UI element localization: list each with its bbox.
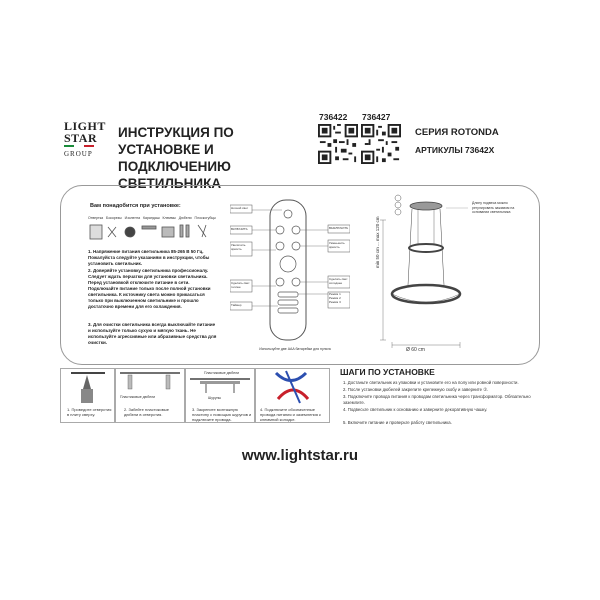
tool-label: Плоскогубцы xyxy=(194,216,216,220)
tool-label: Клеммы xyxy=(162,216,176,220)
install-step-4 xyxy=(255,368,330,423)
install-caption-1: 1. Проведите отверстия в плиту сверху. xyxy=(67,407,112,417)
title-line-2: ПОДКЛЮЧЕНИЮ СВЕТИЛЬНИКА xyxy=(118,159,231,191)
step-5: 5. Включите питание и проверьте работу светильника. xyxy=(343,420,452,425)
title-line-1: ИНСТРУКЦИЯ ПО УСТАНОВКЕ И xyxy=(118,125,234,157)
step-3: 3. Подключите провода питания к проводам светильника через трансформатор. Обязательно заземлите. xyxy=(343,394,531,405)
chandelier-diagram xyxy=(378,190,518,360)
drill-icon xyxy=(61,369,114,409)
remote-battery-note: Используйте две AAA батарейки для пульта xyxy=(259,347,331,351)
tool-label: Отвертка xyxy=(88,216,104,220)
italian-flag-stripe xyxy=(64,145,94,147)
brand-logo xyxy=(64,119,106,168)
suspension-note: Длину подвеса можно регулировать зажимом на основании светильника xyxy=(472,201,515,214)
remote-label-night: Ночной свет xyxy=(231,206,249,210)
steps-title: ШАГИ ПО УСТАНОВКЕ xyxy=(340,367,435,377)
screw-label: Шурупы xyxy=(208,396,221,400)
install-caption-3: 3. Закрепите монтажную пластину с помощью шурупов и подключите провода. xyxy=(192,407,252,422)
logo-line-1: LIGHT xyxy=(64,119,106,133)
logo-line-2: STAR xyxy=(64,131,98,145)
qr-code-icon xyxy=(318,124,358,164)
tool-label: Изолента xyxy=(124,216,141,220)
tools-row xyxy=(88,215,216,243)
height-dimension: min 50 cm ... max 120 cm xyxy=(375,216,380,268)
tools-labels xyxy=(88,215,216,221)
tool-label: Дюбели xyxy=(178,216,192,220)
dowel-label-2: Пластиковые дюбели xyxy=(204,371,240,375)
series-info xyxy=(415,126,499,157)
qr-code-icon xyxy=(361,124,401,164)
tool-label: Бокорезы xyxy=(106,216,122,220)
instruction-2: 2. Доверяйте установку светильника профессионалу. Следует ждать перчатки для установки светильника. Перед установкой отключите питание в сети. Подключайте питание только после полной установки светильника. К источнику света можно прикасаться только при выключенном светильнике и прошло достаточно времени для его охлаждения. xyxy=(88,268,211,309)
remote-label-mode-2: Режим 2 xyxy=(329,296,341,300)
install-step-2 xyxy=(115,368,185,423)
remote-label-dimmer: Уменьшить яркость xyxy=(329,241,345,249)
step-2: 2. После установки дюбелей закрепите крепежную скобу и заверните ②. xyxy=(343,387,489,392)
diameter-dimension: Ø 60 cm xyxy=(406,347,425,353)
tool-label: Карандаш xyxy=(142,216,160,220)
remote-label-mode-1: Режим 1 xyxy=(329,292,341,296)
remote-label-mode-3: Режим 3 xyxy=(329,300,341,304)
article-number-2: 736427 xyxy=(362,112,391,122)
tools-heading: Вам понадобится при установке: xyxy=(90,203,181,209)
remote-label-warmer: Сделать свет теплее xyxy=(231,281,250,289)
install-caption-2: 2. Забейте пластиковые дюбели в отверстия. xyxy=(124,407,169,417)
install-caption-4: 4. Подключите обозначенные провода питания и заземления к клеммной колодке. xyxy=(260,407,321,422)
document-title xyxy=(118,124,318,192)
instruction-3: 3. Для очистки светильника всегда выключайте питание и используйте только сухую и мягкую ткань. Не используйте агрессивные или абразивные средства для очистки. xyxy=(88,322,217,345)
logo-line-3: GROUP xyxy=(64,150,93,158)
remote-label-off: ВЫКЛЮЧИТЬ xyxy=(329,226,349,230)
remote-diagram xyxy=(230,196,350,348)
dowel-label: Пластиковые дюбели xyxy=(120,395,156,399)
series-name: СЕРИЯ ROTONDA xyxy=(415,127,499,138)
install-step-3 xyxy=(185,368,255,423)
instruction-1: 1. Напряжение питания светильника 85-265 В 50 Гц. Пожалуйста следуйте указаниям в инструкции, чтобы установить светильник. xyxy=(88,249,210,266)
website-link[interactable]: www.lightstar.ru xyxy=(241,447,359,464)
wiring-icon xyxy=(256,369,329,405)
install-step-1 xyxy=(60,368,115,423)
remote-label-cooler: Сделать свет холоднее xyxy=(329,277,348,285)
article-number-1: 736422 xyxy=(319,112,348,122)
step-4: 4. Подвесьте светильник к основанию и заверните декоративную чашку. xyxy=(343,407,488,412)
remote-label-timer: Таймер xyxy=(231,303,242,307)
remote-label-brighter: Увеличить яркость xyxy=(231,243,246,251)
articles-label: АРТИКУЛЫ 73642X xyxy=(415,145,495,155)
remote-label-on: ВКЛЮЧИТЬ xyxy=(231,227,248,231)
step-1: 1. Достаньте светильник из упаковки и установите его на полу или ровной поверхности. xyxy=(343,380,519,385)
